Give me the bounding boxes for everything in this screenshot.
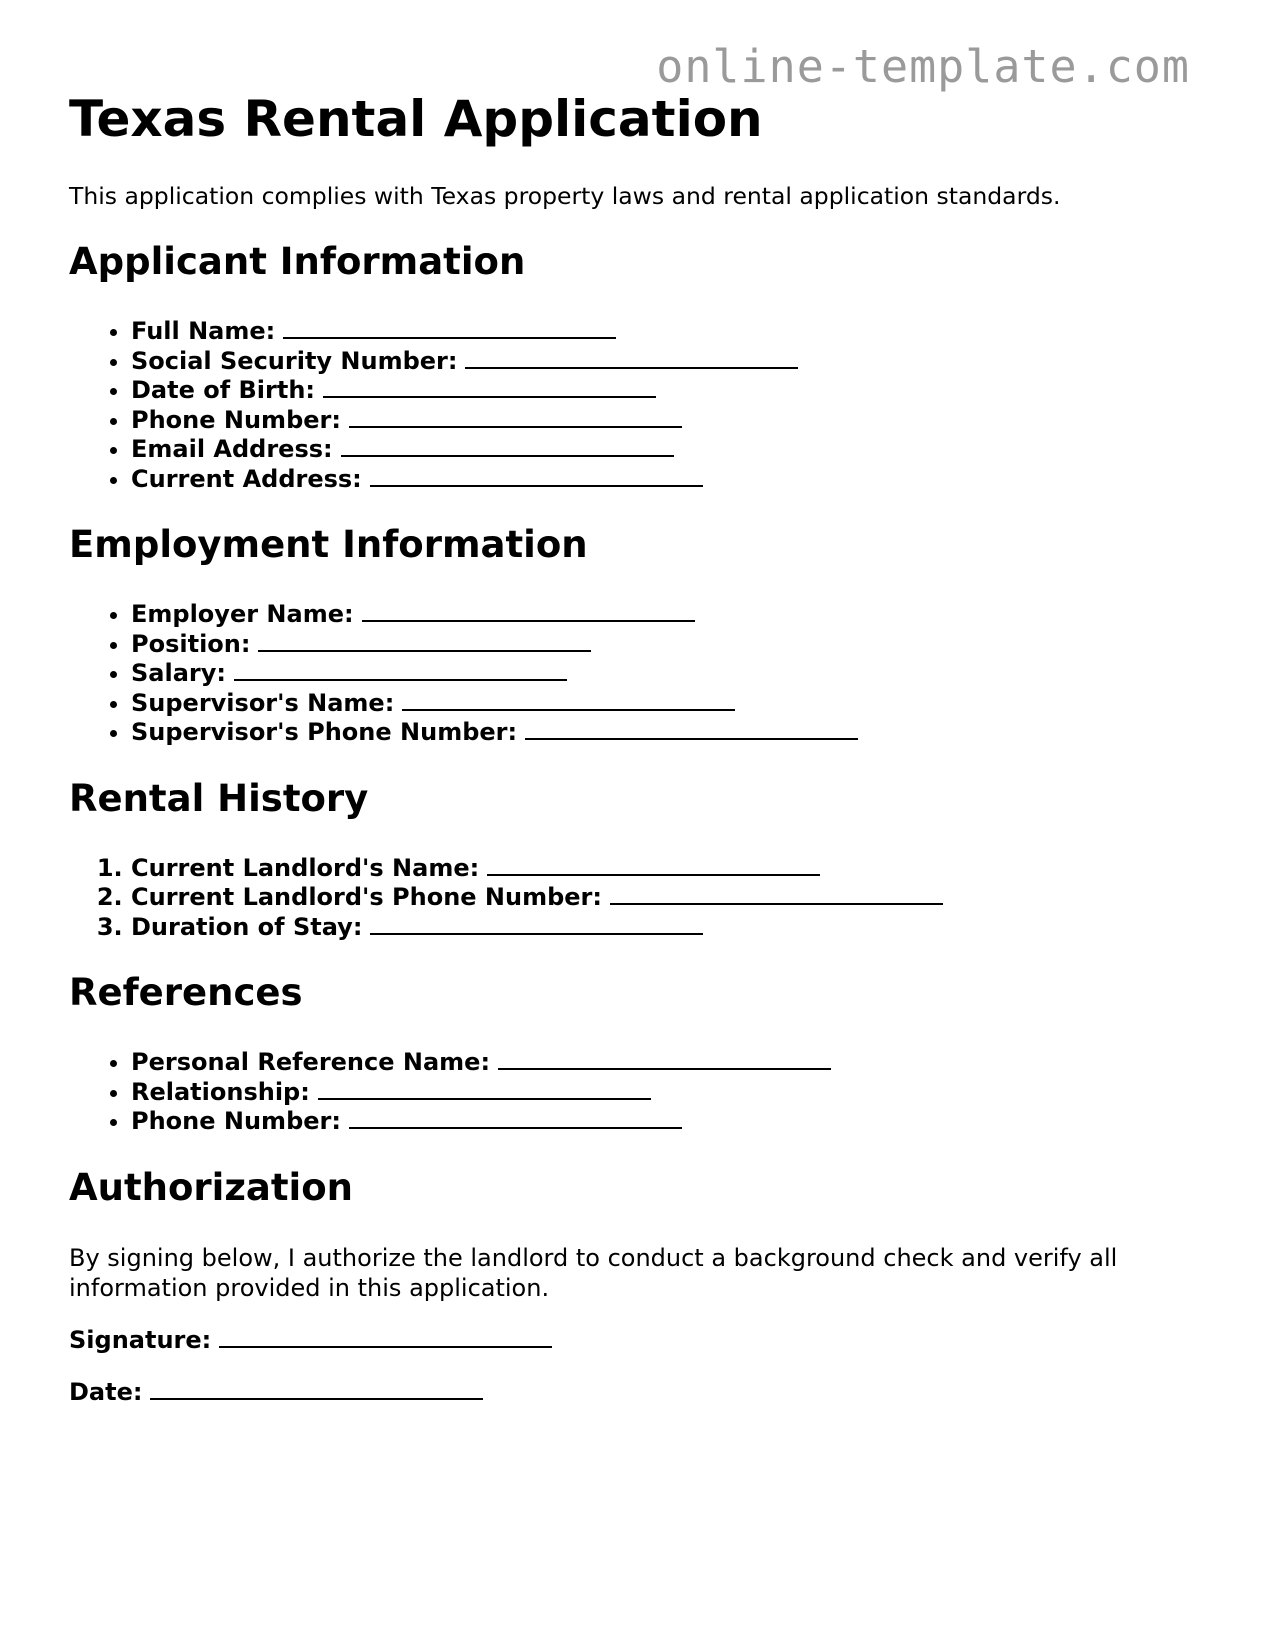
relationship-blank[interactable] bbox=[318, 1078, 651, 1100]
full-name-blank[interactable] bbox=[283, 317, 616, 339]
supervisor-name-field: • Supervisor's Name: bbox=[131, 689, 1199, 719]
phone-field: • Phone Number: bbox=[131, 406, 1199, 436]
date-blank[interactable] bbox=[150, 1378, 483, 1400]
landlord-name-blank[interactable] bbox=[487, 854, 820, 876]
section-heading: Authorization bbox=[69, 1165, 353, 1209]
signature-blank[interactable] bbox=[219, 1326, 552, 1348]
landlord-name-field: 1. Current Landlord's Name: bbox=[131, 854, 1199, 884]
section-heading: Rental History bbox=[69, 776, 369, 820]
section-heading: References bbox=[69, 971, 303, 1014]
reference-phone-blank[interactable] bbox=[349, 1107, 682, 1129]
section-heading: Employment Information bbox=[69, 523, 588, 566]
salary-blank[interactable] bbox=[234, 659, 567, 681]
references-field-list bbox=[69, 1048, 1199, 1137]
supervisor-name-blank[interactable] bbox=[402, 689, 735, 711]
duration-of-stay-blank[interactable] bbox=[370, 913, 703, 935]
supervisor-phone-field: • Supervisor's Phone Number: bbox=[131, 718, 1199, 748]
landlord-phone-field: 2. Current Landlord's Phone Number: bbox=[131, 883, 1199, 913]
salary-field: • Salary: bbox=[131, 659, 1199, 689]
authorization-text: By signing below, I authorize the landlord to conduct a background check and verify all information provided in this application. bbox=[69, 1243, 1118, 1302]
position-field: • Position: bbox=[131, 630, 1199, 660]
dob-field: • Date of Birth: bbox=[131, 376, 1199, 406]
applicant-field-list bbox=[69, 317, 1199, 494]
employer-name-field: • Employer Name: bbox=[131, 600, 1199, 630]
references-section bbox=[69, 968, 1199, 1137]
employment-field-list bbox=[69, 600, 1199, 748]
employer-name-blank[interactable] bbox=[362, 600, 695, 622]
relationship-field: • Relationship: bbox=[131, 1078, 1199, 1108]
landlord-phone-blank[interactable] bbox=[610, 883, 943, 905]
position-blank[interactable] bbox=[258, 630, 591, 652]
signature-field: Signature: bbox=[69, 1325, 1199, 1355]
watermark: online-template.com bbox=[656, 40, 1190, 93]
authorization-section bbox=[69, 1163, 1199, 1407]
ssn-blank[interactable] bbox=[465, 347, 798, 369]
section-heading: Applicant Information bbox=[69, 240, 526, 283]
full-name-field: • Full Name: bbox=[131, 317, 1199, 347]
employment-section bbox=[69, 520, 1199, 748]
date-field: Date: bbox=[69, 1377, 1199, 1407]
current-address-blank[interactable] bbox=[370, 465, 703, 487]
rental-history-section bbox=[69, 774, 1199, 943]
supervisor-phone-blank[interactable] bbox=[525, 718, 858, 740]
email-field: • Email Address: bbox=[131, 435, 1199, 465]
reference-phone-field: • Phone Number: bbox=[131, 1107, 1199, 1137]
applicant-section bbox=[69, 237, 1199, 494]
ssn-field: • Social Security Number: bbox=[131, 347, 1199, 377]
rental-field-list bbox=[69, 854, 1199, 943]
dob-blank[interactable] bbox=[323, 376, 656, 398]
document bbox=[69, 86, 1199, 1407]
email-blank[interactable] bbox=[341, 435, 674, 457]
current-address-field: • Current Address: bbox=[131, 465, 1199, 495]
intro-text: This application complies with Texas property laws and rental application standards. bbox=[69, 182, 1061, 210]
reference-name-blank[interactable] bbox=[498, 1048, 831, 1070]
duration-of-stay-field: 3. Duration of Stay: bbox=[131, 913, 1199, 943]
phone-blank[interactable] bbox=[349, 406, 682, 428]
page-title: Texas Rental Application bbox=[69, 90, 763, 148]
reference-name-field: • Personal Reference Name: bbox=[131, 1048, 1199, 1078]
